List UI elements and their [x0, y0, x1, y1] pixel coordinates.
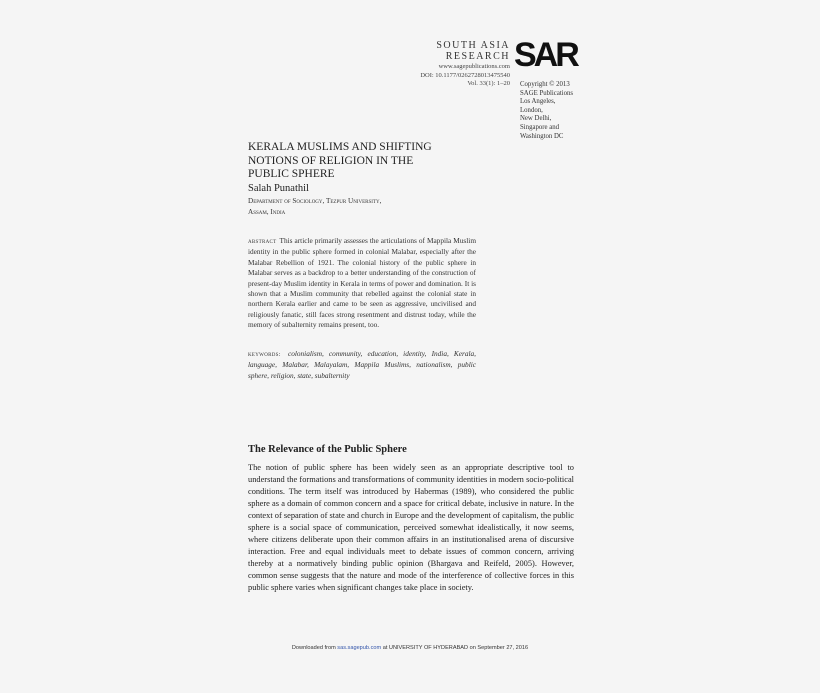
author-name: Salah Punathil — [248, 183, 309, 194]
copyright-line: Singapore and — [520, 123, 560, 131]
sar-logo: SAR — [514, 36, 577, 74]
abstract-text: This article primarily assesses the articulations of Mappila Muslim identity in the public sphere formed in colonial Malabar, especially after the Malabar Rebellion of 1921. The colonial history of the public sphere in Malabar serves as a backdrop to a better understanding of the construction of present-day Muslim identity in Kerala in terms of power and domination. It is shown that a Muslim community that rebelled against the colonial state in northern Kerala earlier and came to be seen as aggressive, uncivilised and religiously fanatic, still faces strong resentment and distrust today, while the memory of subalternity remains present, too. — [248, 236, 476, 330]
title-line: NOTIONS OF RELIGION IN THE — [248, 154, 414, 167]
footer-link[interactable]: sas.sagepub.com — [337, 645, 382, 651]
author-affiliation — [248, 196, 478, 217]
footer-suffix: at UNIVERSITY OF HYDERABAD on September 27, 2016 — [382, 645, 529, 651]
title-line: KERALA MUSLIMS AND SHIFTING — [248, 141, 432, 153]
copyright-line: SAGE Publications — [520, 89, 574, 97]
abstract-label: abstract — [248, 238, 277, 245]
copyright-line: Copyright © 2013 — [520, 81, 570, 88]
journal-volume: Vol. 33(1): 1–20 — [467, 80, 510, 87]
keywords-label: keywords: — [248, 351, 281, 358]
section-heading: The Relevance of the Public Sphere — [248, 444, 407, 455]
download-footer — [0, 645, 820, 651]
journal-doi: DOI: 10.1177/0262728013475540 — [420, 71, 510, 79]
journal-info — [420, 40, 510, 88]
abstract — [248, 236, 476, 331]
keywords — [248, 349, 476, 381]
footer-prefix: Downloaded from — [291, 645, 336, 651]
title-line: PUBLIC SPHERE — [248, 168, 335, 180]
article-title — [248, 141, 488, 182]
copyright-line: Washington DC — [520, 132, 564, 140]
journal-name-line2: RESEARCH — [445, 51, 510, 62]
copyright-block — [520, 81, 600, 141]
journal-url: www.sagepublications.com — [438, 63, 510, 70]
section-paragraph: The notion of public sphere has been widely seen as an appropriate descriptive tool to understand the formations and transformations of community identities in modern socio-political conditions. The term itself was introduced by Habermas (1989), who considered the public sphere as a domain of common concern and a space for critical debate, inclusive in nature. In the context of separation of state and church in Europe and the development of capitalism, the public sphere is a social space of communication, perceived somewhat idealistically, it now seems, where citizens deliberate upon their common affairs in an institutionalised arena of discursive interaction. Free and equal individuals meet to debate issues of common concern, arriving thereby at a normatively binding public opinion (Bhargava and Reifeld, 2005). However, common sense suggests that the nature and mode of the interference of collective forces in this public sphere varies when significant changes take place in society. — [248, 463, 574, 592]
journal-name-line1: SOUTH ASIA — [436, 40, 510, 51]
copyright-line: New Delhi, — [520, 115, 552, 123]
affiliation-line: Assam, India — [248, 207, 286, 216]
copyright-line: Los Angeles, — [520, 98, 556, 106]
copyright-line: London, — [520, 106, 543, 114]
affiliation-line: Department of Sociology, Tezpur University, — [248, 197, 382, 205]
keywords-text: colonialism, community, education, identity, India, Kerala, language, Malabar, Malayalam, Mappila Muslims, nationalism, public sphere, religion, state, subalternity — [248, 349, 476, 380]
